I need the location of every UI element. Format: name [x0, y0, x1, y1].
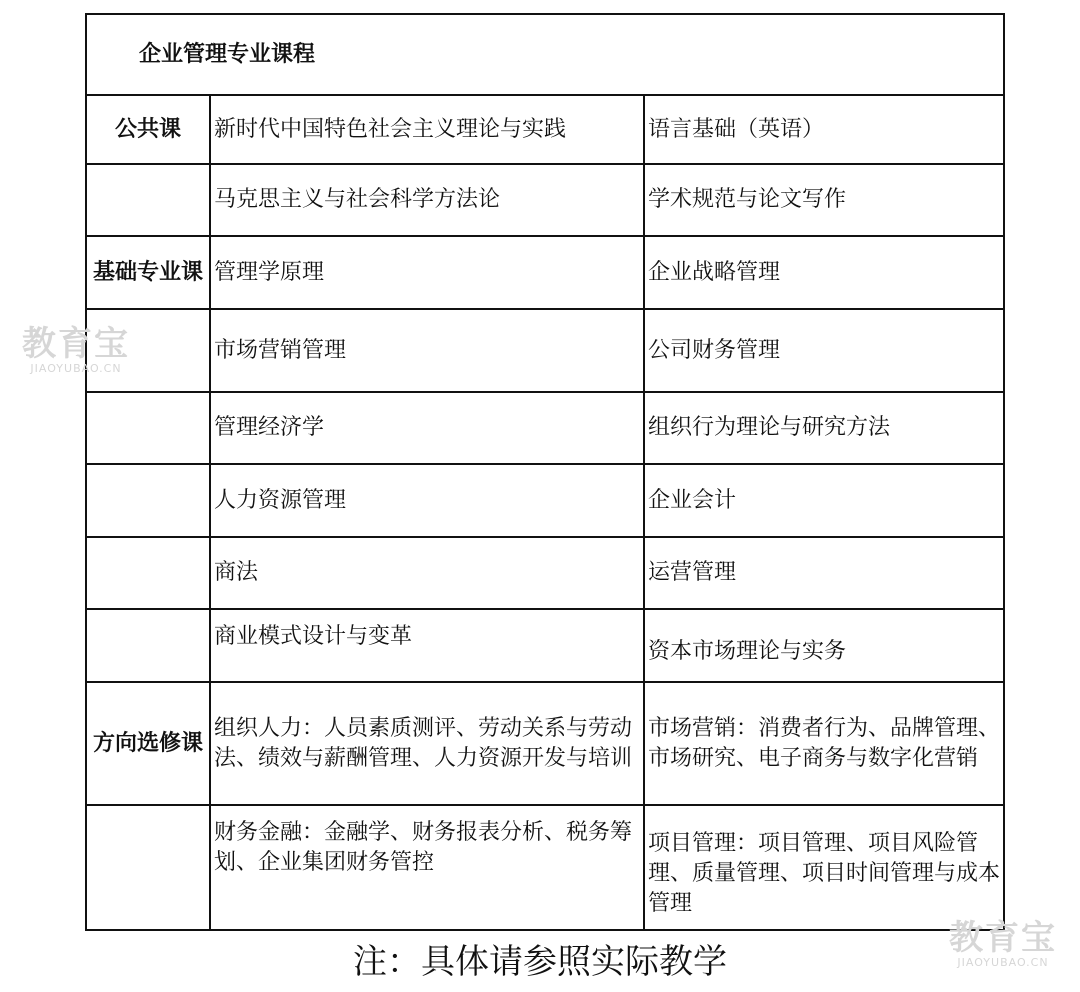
- table-row: [86, 236, 1004, 309]
- course-table: [85, 13, 1005, 931]
- course-cell-left: 管理经济学: [210, 392, 644, 464]
- course-cell-right: 组织行为理论与研究方法: [644, 392, 1004, 464]
- course-cell-left: 人力资源管理: [210, 464, 644, 537]
- course-cell-left: 组织人力：人员素质测评、劳动关系与劳动法、绩效与薪酬管理、人力资源开发与培训: [210, 682, 644, 805]
- course-cell-right: 市场营销：消费者行为、品牌管理、市场研究、电子商务与数字化营销: [644, 682, 1004, 805]
- course-cell-right: 公司财务管理: [644, 309, 1004, 392]
- course-cell-right: 学术规范与论文写作: [644, 164, 1004, 236]
- title-row: [86, 14, 1004, 95]
- category-cell: [86, 464, 210, 537]
- course-cell-right: 企业会计: [644, 464, 1004, 537]
- course-cell-right: 运营管理: [644, 537, 1004, 609]
- category-cell: [86, 309, 210, 392]
- table-row: [86, 392, 1004, 464]
- table-row: [86, 164, 1004, 236]
- watermark-domain: JIAOYUBAO.CN: [30, 362, 122, 375]
- category-cell: 公共课: [86, 95, 210, 164]
- table-row: [86, 805, 1004, 930]
- course-cell-right: 企业战略管理: [644, 236, 1004, 309]
- course-cell-left: 商法: [210, 537, 644, 609]
- table-row: [86, 609, 1004, 682]
- category-cell: [86, 164, 210, 236]
- category-cell: [86, 392, 210, 464]
- footnote: 注：具体请参照实际教学: [353, 942, 727, 982]
- table-title: 企业管理专业课程: [86, 14, 1004, 95]
- category-cell: [86, 609, 210, 682]
- category-cell: 方向选修课: [86, 682, 210, 805]
- course-cell-right: 项目管理：项目管理、项目风险管理、质量管理、项目时间管理与成本管理: [644, 805, 1004, 930]
- course-cell-left: 管理学原理: [210, 236, 644, 309]
- table-row: [86, 309, 1004, 392]
- table-row: [86, 682, 1004, 805]
- watermark-text: 教育宝: [22, 324, 130, 364]
- watermark-text: 教育宝: [949, 918, 1057, 958]
- course-cell-right: 语言基础（英语）: [644, 95, 1004, 164]
- category-cell: [86, 537, 210, 609]
- course-cell-left: 市场营销管理: [210, 309, 644, 392]
- course-cell-left: 财务金融：金融学、财务报表分析、税务筹划、企业集团财务管控: [210, 805, 644, 930]
- category-cell: 基础专业课: [86, 236, 210, 309]
- watermark-domain: JIAOYUBAO.CN: [957, 956, 1049, 969]
- table-row: [86, 537, 1004, 609]
- course-cell-right: 资本市场理论与实务: [644, 609, 1004, 682]
- course-cell-left: 马克思主义与社会科学方法论: [210, 164, 644, 236]
- course-cell-left: 商业模式设计与变革: [210, 609, 644, 682]
- category-cell: [86, 805, 210, 930]
- course-cell-left: 新时代中国特色社会主义理论与实践: [210, 95, 644, 164]
- table-row: [86, 95, 1004, 164]
- table-row: [86, 464, 1004, 537]
